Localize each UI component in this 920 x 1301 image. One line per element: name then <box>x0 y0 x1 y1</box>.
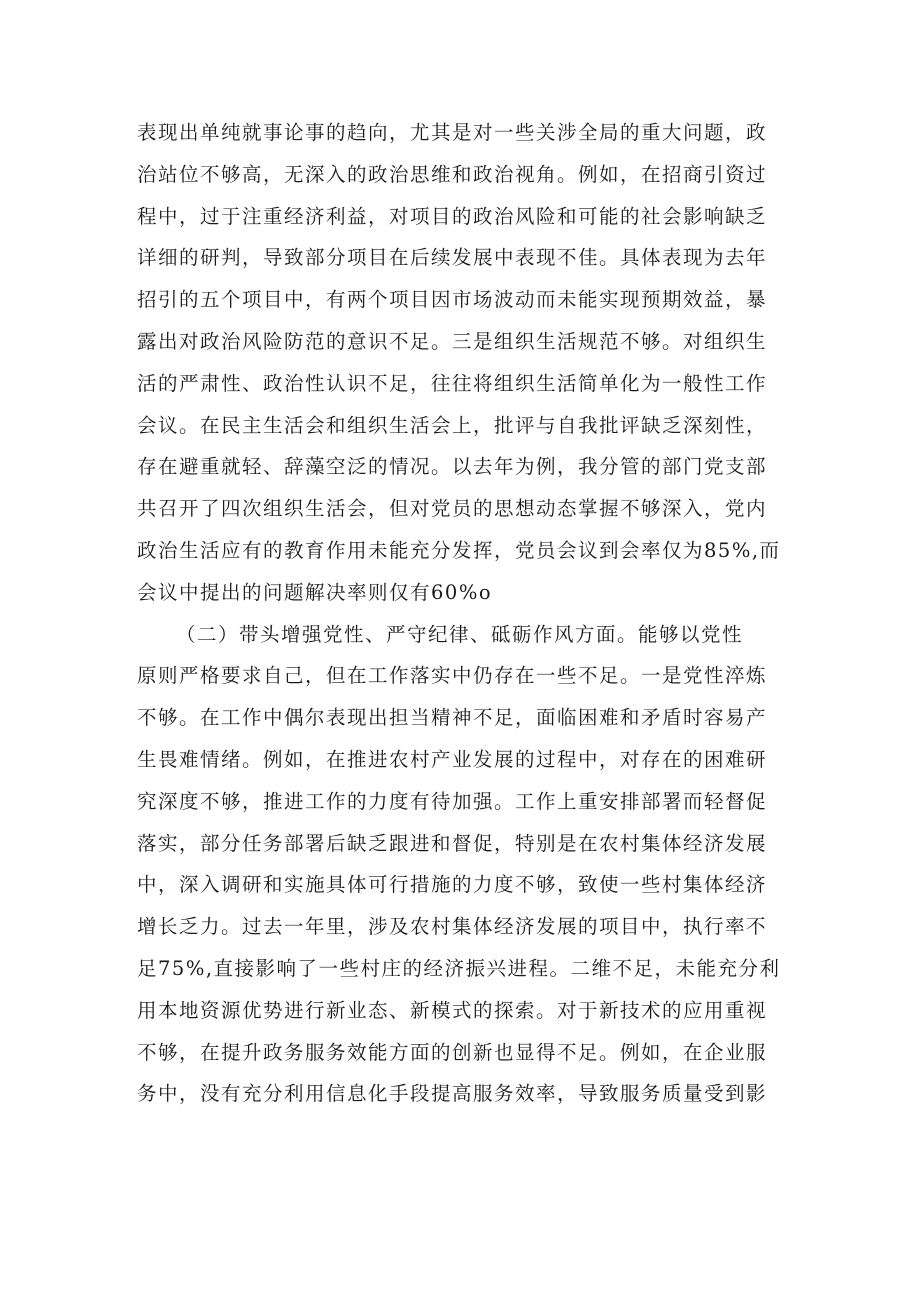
text-line: 存在避重就轻、辞藻空泛的情况。以去年为例，我分管的部门党支部 <box>137 455 768 479</box>
text-line: 增长乏力。过去一年里，涉及农村集体经济发展的项目中，执行率不 <box>137 915 768 939</box>
text-line: 治站位不够高，无深入的政治思维和政治视角。例如，在招商引资过 <box>137 162 768 186</box>
document-body <box>137 112 789 1115</box>
text-line: 招引的五个项目中，有两个项目因市场波动而未能实现预期效益，暴 <box>137 288 768 312</box>
text-line: 会议中提出的问题解决率则仅有60%o <box>137 580 493 604</box>
text-line: 政治生活应有的教育作用未能充分发挥，党员会议到会率仅为85%,而 <box>137 538 781 562</box>
text-line: 不够。在工作中偶尔表现出担当精神不足，面临困难和矛盾时容易产 <box>137 706 768 730</box>
paragraph-political-stance <box>137 112 789 614</box>
text-line: 活的严肃性、政治性认识不足，往往将组织生活简单化为一般性工作 <box>137 371 768 395</box>
text-line: 露出对政治风险防范的意识不足。三是组织生活规范不够。对组织生 <box>137 329 768 353</box>
text-line: 用本地资源优势进行新业态、新模式的探索。对于新技术的应用重视 <box>137 998 768 1022</box>
text-line: 会议。在民主生活会和组织生活会上，批评与自我批评缺乏深刻性， <box>137 413 768 437</box>
text-line: 原则严格要求自己，但在工作落实中仍存在一些不足。一是党性淬炼 <box>137 664 768 688</box>
text-line: 务中，没有充分利用信息化手段提高服务效率，导致服务质量受到影 <box>137 1082 768 1106</box>
paragraph-heading-line: （二）带头增强党性、严守纪律、砥砺作风方面。能够以党性 <box>176 622 744 646</box>
text-line: 究深度不够，推进工作的力度有待加强。工作上重安排部署而轻督促 <box>137 789 768 813</box>
text-line: 落实，部分任务部署后缺乏跟进和督促，特别是在农村集体经济发展 <box>137 831 768 855</box>
text-line: 足75%,直接影响了一些村庄的经济振兴进程。二维不足，未能充分利 <box>137 956 781 980</box>
text-line: 共召开了四次组织生活会，但对党员的思想动态掌握不够深入，党内 <box>137 497 768 521</box>
text-line: 程中，过于注重经济利益，对项目的政治风险和可能的社会影响缺乏 <box>137 204 768 228</box>
text-line: 表现出单纯就事论事的趋向，尤其是对一些关涉全局的重大问题，政 <box>137 121 768 144</box>
text-line: 中，深入调研和实施具体可行措施的力度不够，致使一些村集体经济 <box>137 873 768 897</box>
paragraph-party-discipline <box>137 614 789 1116</box>
text-line: 生畏难情绪。例如，在推进农村产业发展的过程中，对存在的困难研 <box>137 747 768 771</box>
text-line: 不够，在提升政务服务效能方面的创新也显得不足。例如，在企业服 <box>137 1040 768 1064</box>
text-line: 详细的研判，导致部分项目在后续发展中表现不佳。具体表现为去年 <box>137 246 768 270</box>
